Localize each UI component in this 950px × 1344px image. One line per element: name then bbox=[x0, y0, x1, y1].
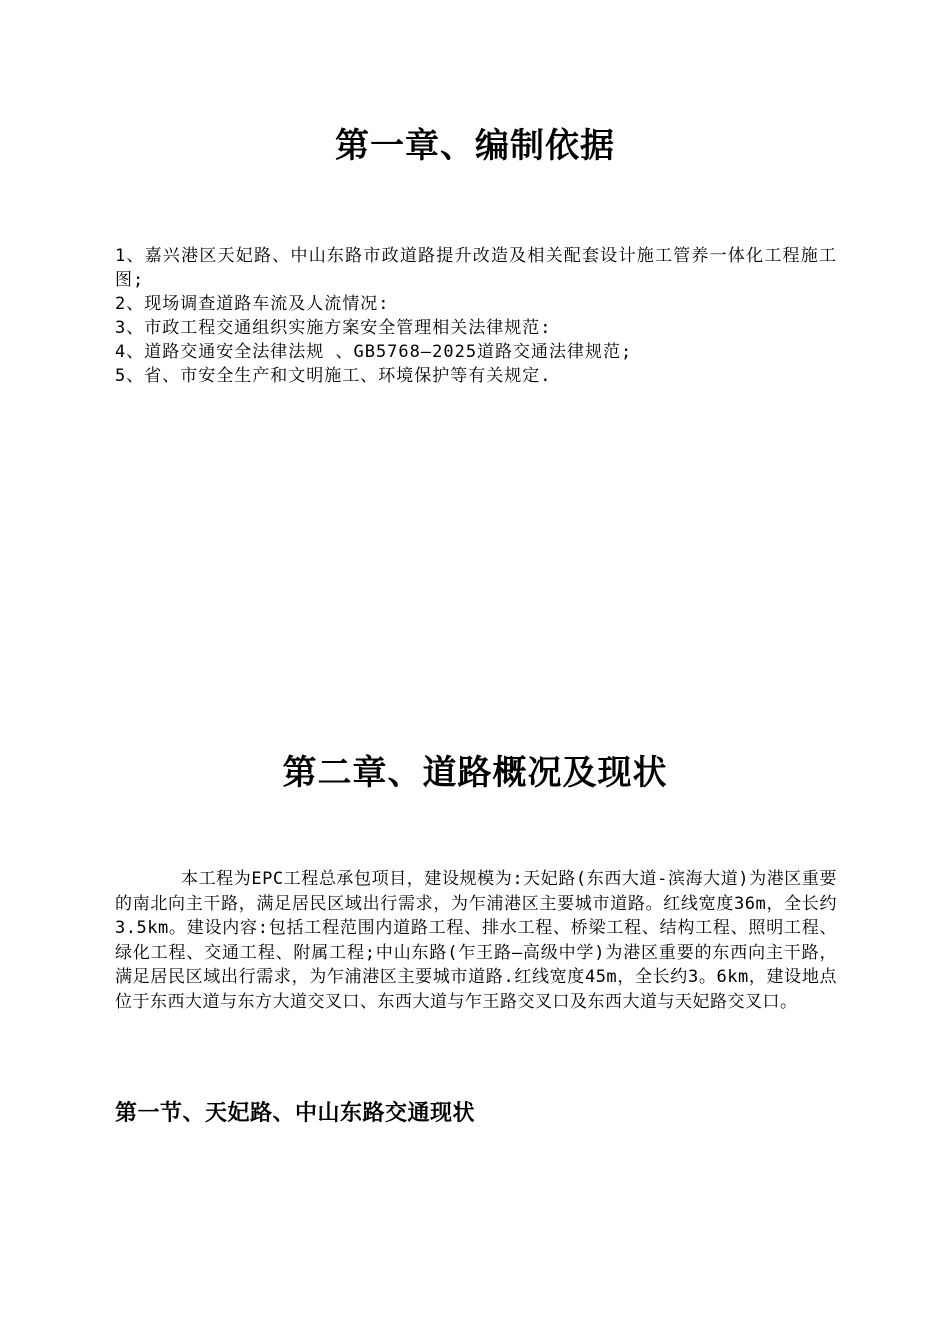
chapter-2-title: 第二章、道路概况及现状 bbox=[282, 753, 668, 793]
project-overview-paragraph: 本工程为EPC工程总承包项目，建设规模为:天妃路(东西大道-滨海大道)为港区重要的南北向主干路，满足居民区域出行需求，为乍浦港区主要城市道路。红线宽度36m，全长约3.5km。建设内容:包括工程范围内道路工程、排水工程、桥梁工程、结构工程、照明工程、绿化工程、交通工程、附属工程;中山东路(乍王路—高级中学)为港区重要的东西向主干路，满足居民区域出行需求，为乍浦港区主要城市道路.红线宽度45m，全长约3。6km，建设地点位于东西大道与东方大道交叉口、东西大道与乍王路交叉口及东西大道与天妃路交叉口。 bbox=[115, 869, 837, 1012]
chapter-1-title: 第一章、编制依据 bbox=[335, 126, 615, 166]
section-1-title: 第一节、天妃路、中山东路交通现状 bbox=[115, 1100, 476, 1126]
basis-item-2: 2、现场调查道路车流及人流情况: bbox=[115, 294, 390, 314]
basis-item-4: 4、道路交通安全法律法规 、GB5768—2025道路交通法律规范; bbox=[115, 342, 633, 362]
basis-item-3: 3、市政工程交通组织实施方案安全管理相关法律规范: bbox=[115, 318, 552, 338]
basis-item-1: 1、嘉兴港区天妃路、中山东路市政道路提升改造及相关配套设计施工管养一体化工程施工图; bbox=[115, 246, 837, 290]
basis-list bbox=[115, 244, 837, 388]
basis-item-5: 5、省、市安全生产和文明施工、环境保护等有关规定. bbox=[115, 366, 552, 386]
